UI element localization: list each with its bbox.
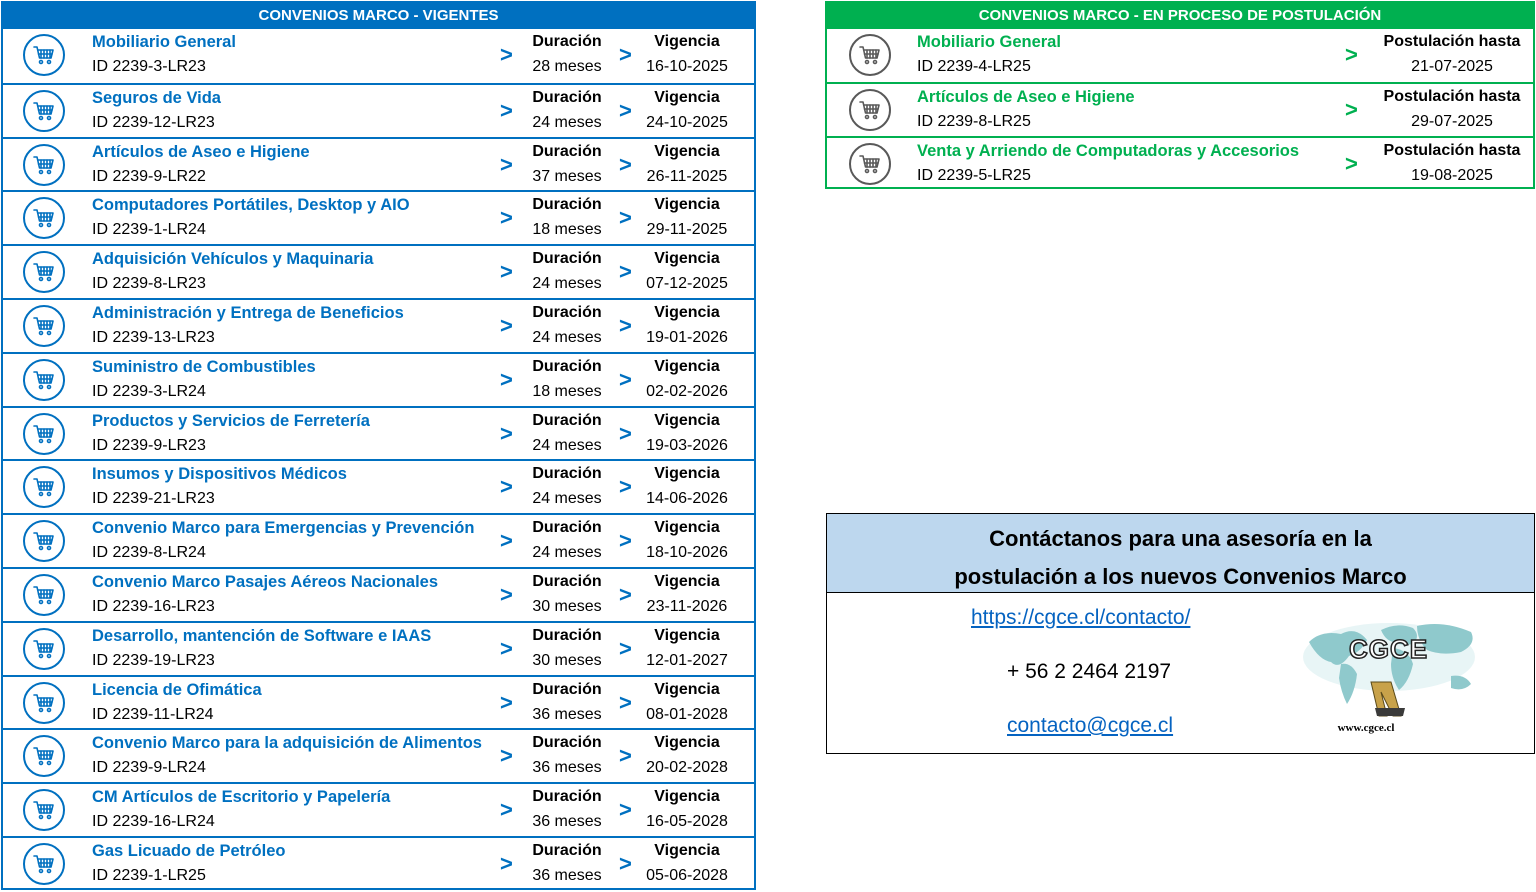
vigencia-label: Vigencia (654, 88, 720, 106)
shopping-cart-icon (23, 574, 65, 616)
convenio-id: ID 2239-16-LR23 (92, 597, 215, 615)
proceso-row (827, 29, 1533, 82)
chevron-right-icon: > (500, 581, 513, 607)
vigente-row (3, 459, 754, 513)
chevron-right-icon: > (619, 528, 632, 554)
duration-value: 30 meses (532, 651, 602, 669)
duration-label: Duración (532, 196, 602, 214)
vigencia-value: 07-12-2025 (646, 275, 728, 293)
duration-label: Duración (532, 680, 602, 698)
chevron-right-icon: > (619, 312, 632, 338)
duration-value: 30 meses (532, 597, 602, 615)
vigencia-value: 26-11-2025 (646, 167, 728, 185)
convenio-name: Convenio Marco para la adquisición de Alimentos (92, 734, 482, 753)
chevron-right-icon: > (500, 743, 513, 769)
vigencia-value: 05-06-2028 (646, 866, 728, 884)
chevron-right-icon: > (500, 205, 513, 231)
shopping-cart-icon (23, 34, 65, 76)
convenio-name: Suministro de Combustibles (92, 357, 316, 376)
convenio-name: Convenio Marco para Emergencias y Prevención (92, 519, 475, 538)
vigencia-label: Vigencia (654, 572, 720, 590)
chevron-right-icon: > (619, 366, 632, 392)
chevron-right-icon: > (619, 151, 632, 177)
convenio-id: ID 2239-13-LR23 (92, 328, 215, 346)
vigencia-label: Vigencia (654, 357, 720, 375)
shopping-cart-icon (23, 144, 65, 186)
chevron-right-icon: > (500, 151, 513, 177)
convenio-name: Licencia de Ofimática (92, 680, 262, 699)
convenio-name: Seguros de Vida (92, 88, 221, 107)
shopping-cart-icon (849, 34, 891, 76)
chevron-right-icon: > (619, 420, 632, 446)
convenio-name: Convenio Marco Pasajes Aéreos Nacionales (92, 572, 439, 591)
vigencia-label: Vigencia (654, 841, 720, 859)
convenio-id: ID 2239-3-LR23 (92, 58, 206, 75)
vigente-row (3, 836, 754, 890)
cgce-logo (1301, 612, 1481, 740)
convenios-proceso-table (825, 1, 1535, 189)
duration-label: Duración (532, 142, 602, 160)
chevron-right-icon: > (619, 205, 632, 231)
convenio-id: ID 2239-21-LR23 (92, 490, 215, 508)
duration-value: 28 meses (532, 58, 602, 75)
vigencia-label: Vigencia (654, 142, 720, 160)
chevron-right-icon: > (619, 42, 632, 67)
vigentes-title: CONVENIOS MARCO - VIGENTES (3, 3, 754, 29)
duration-value: 37 meses (532, 167, 602, 185)
chevron-right-icon: > (500, 259, 513, 285)
chevron-right-icon: > (500, 474, 513, 500)
duration-value: 18 meses (532, 221, 602, 239)
proceso-rows (827, 29, 1533, 189)
vigencia-value: 18-10-2026 (646, 544, 728, 562)
vigencia-label: Vigencia (654, 33, 720, 50)
vigencia-label: Vigencia (654, 303, 720, 321)
shopping-cart-icon (23, 359, 65, 401)
contact-heading-line1: Contáctanos para una asesoría en la (989, 526, 1372, 551)
convenio-id: ID 2239-16-LR24 (92, 813, 215, 831)
chevron-right-icon: > (619, 259, 632, 285)
vigencia-label: Vigencia (654, 519, 720, 537)
proceso-row (827, 82, 1533, 135)
duration-label: Duración (532, 788, 602, 806)
chevron-right-icon: > (619, 850, 632, 876)
chevron-right-icon: > (500, 42, 513, 67)
contact-url-link[interactable]: https://cgce.cl/contacto/ (971, 606, 1191, 629)
vigencia-label: Vigencia (654, 196, 720, 214)
duration-label: Duración (532, 250, 602, 268)
chevron-right-icon: > (500, 97, 513, 123)
duration-value: 24 meses (532, 490, 602, 508)
vigente-row (3, 190, 754, 244)
chevron-right-icon: > (1345, 97, 1358, 123)
convenio-name: Computadores Portátiles, Desktop y AIO (92, 196, 410, 215)
chevron-right-icon: > (500, 850, 513, 876)
duration-label: Duración (532, 841, 602, 859)
convenio-id: ID 2239-12-LR23 (92, 113, 215, 131)
vigencia-value: 19-01-2026 (646, 328, 728, 346)
convenio-id: ID 2239-11-LR24 (92, 705, 214, 723)
convenio-name: CM Artículos de Escritorio y Papelería (92, 788, 391, 807)
convenio-id: ID 2239-19-LR23 (92, 651, 215, 669)
vigencia-value: 24-10-2025 (646, 113, 728, 131)
vigencia-label: Vigencia (654, 411, 720, 429)
convenio-id: ID 2239-5-LR25 (917, 166, 1031, 184)
shopping-cart-icon (23, 413, 65, 455)
shopping-cart-icon (23, 520, 65, 562)
proceso-row (827, 136, 1533, 189)
vigencia-value: 12-01-2027 (646, 651, 728, 669)
postulacion-label: Postulación hasta (1383, 88, 1521, 106)
duration-label: Duración (532, 519, 602, 537)
vigente-row (3, 782, 754, 836)
shopping-cart-icon (23, 466, 65, 508)
convenio-name: Desarrollo, mantención de Software e IAAS (92, 626, 432, 645)
chevron-right-icon: > (619, 689, 632, 715)
vigente-row (3, 298, 754, 352)
chevron-right-icon: > (1345, 150, 1358, 176)
convenio-id: ID 2239-8-LR24 (92, 544, 206, 562)
chevron-right-icon: > (619, 797, 632, 823)
contact-box (826, 513, 1535, 754)
chevron-right-icon: > (619, 743, 632, 769)
vigencia-value: 14-06-2026 (646, 490, 728, 508)
convenio-name: Gas Licuado de Petróleo (92, 841, 286, 860)
vigencia-value: 19-03-2026 (646, 436, 728, 454)
chevron-right-icon: > (500, 797, 513, 823)
convenio-id: ID 2239-1-LR24 (92, 221, 206, 239)
chevron-right-icon: > (619, 474, 632, 500)
duration-label: Duración (532, 465, 602, 483)
chevron-right-icon: > (619, 97, 632, 123)
convenio-id: ID 2239-9-LR22 (92, 167, 206, 185)
duration-value: 36 meses (532, 866, 602, 884)
duration-value: 24 meses (532, 275, 602, 293)
convenio-name: Artículos de Aseo e Higiene (92, 142, 310, 161)
vigencia-value: 16-05-2028 (646, 813, 728, 831)
shopping-cart-icon (23, 735, 65, 777)
convenio-name: Mobiliario General (917, 33, 1061, 51)
duration-label: Duración (532, 357, 602, 375)
duration-label: Duración (532, 626, 602, 644)
postulacion-date: 21-07-2025 (1411, 58, 1493, 75)
shopping-cart-icon (23, 197, 65, 239)
duration-label: Duración (532, 33, 602, 50)
convenio-name: Mobiliario General (92, 33, 236, 51)
vigente-row (3, 29, 754, 83)
chevron-right-icon: > (500, 635, 513, 661)
vigencia-label: Vigencia (654, 465, 720, 483)
vigente-row (3, 621, 754, 675)
convenio-name: Artículos de Aseo e Higiene (917, 88, 1135, 107)
vigente-row (3, 83, 754, 137)
vigente-row (3, 352, 754, 406)
shopping-cart-icon (23, 628, 65, 670)
vigencia-value: 29-11-2025 (646, 221, 728, 239)
postulacion-date: 29-07-2025 (1411, 113, 1493, 131)
chevron-right-icon: > (500, 420, 513, 446)
duration-value: 24 meses (532, 436, 602, 454)
chevron-right-icon: > (619, 581, 632, 607)
chevron-right-icon: > (500, 528, 513, 554)
convenio-id: ID 2239-9-LR24 (92, 759, 206, 777)
chevron-right-icon: > (500, 312, 513, 338)
vigencia-value: 23-11-2026 (646, 597, 728, 615)
chevron-right-icon: > (1345, 42, 1358, 67)
convenio-id: ID 2239-9-LR23 (92, 436, 206, 454)
logo-text: CGCE (1349, 634, 1429, 664)
duration-value: 36 meses (532, 813, 602, 831)
vigente-row (3, 675, 754, 729)
vigencia-label: Vigencia (654, 250, 720, 268)
vigencia-value: 16-10-2025 (646, 58, 728, 75)
convenio-id: ID 2239-3-LR24 (92, 382, 206, 400)
vigente-row (3, 406, 754, 460)
convenio-name: Administración y Entrega de Beneficios (92, 303, 404, 322)
convenio-name: Productos y Servicios de Ferretería (92, 411, 370, 430)
proceso-title: CONVENIOS MARCO - EN PROCESO DE POSTULACIÓN (827, 3, 1533, 29)
shopping-cart-icon (23, 90, 65, 132)
vigente-row (3, 244, 754, 298)
convenio-id: ID 2239-8-LR23 (92, 275, 206, 293)
duration-label: Duración (532, 303, 602, 321)
chevron-right-icon: > (500, 366, 513, 392)
shopping-cart-icon (849, 89, 891, 131)
vigencia-label: Vigencia (654, 626, 720, 644)
convenios-vigentes-table (1, 1, 756, 890)
convenio-id: ID 2239-4-LR25 (917, 58, 1031, 75)
chevron-right-icon: > (619, 635, 632, 661)
shopping-cart-icon (23, 305, 65, 347)
convenio-name: Insumos y Dispositivos Médicos (92, 465, 347, 484)
duration-label: Duración (532, 572, 602, 590)
vigencia-value: 20-02-2028 (646, 759, 728, 777)
vigente-row (3, 567, 754, 621)
vigencia-label: Vigencia (654, 788, 720, 806)
vigencia-label: Vigencia (654, 680, 720, 698)
convenio-id: ID 2239-1-LR25 (92, 866, 206, 884)
vigente-row (3, 137, 754, 191)
vigencia-value: 08-01-2028 (646, 705, 728, 723)
duration-label: Duración (532, 411, 602, 429)
duration-value: 36 meses (532, 705, 602, 723)
vigentes-rows (3, 29, 754, 890)
vigencia-value: 02-02-2026 (646, 382, 728, 400)
world-map-icon (1301, 612, 1481, 722)
contact-phone: + 56 2 2464 2197 (1007, 660, 1172, 683)
shopping-cart-icon (23, 843, 65, 885)
postulacion-label: Postulación hasta (1383, 33, 1521, 50)
duration-value: 18 meses (532, 382, 602, 400)
duration-value: 24 meses (532, 328, 602, 346)
shopping-cart-icon (849, 143, 891, 185)
logo-url: www.cgce.cl (1337, 722, 1395, 734)
vigencia-label: Vigencia (654, 734, 720, 752)
convenio-id: ID 2239-8-LR25 (917, 113, 1031, 131)
vigente-row (3, 513, 754, 567)
duration-label: Duración (532, 88, 602, 106)
duration-value: 24 meses (532, 113, 602, 131)
contact-heading (827, 514, 1534, 593)
convenio-name: Adquisición Vehículos y Maquinaria (92, 250, 374, 269)
postulacion-date: 19-08-2025 (1411, 166, 1493, 184)
convenio-name: Venta y Arriendo de Computadoras y Accesorios (917, 141, 1300, 160)
chevron-right-icon: > (500, 689, 513, 715)
contact-heading-line2: postulación a los nuevos Convenios Marco (954, 564, 1407, 589)
postulacion-label: Postulación hasta (1383, 141, 1521, 159)
contact-email-link[interactable]: contacto@cgce.cl (1007, 714, 1174, 737)
shopping-cart-icon (23, 251, 65, 293)
vigente-row (3, 728, 754, 782)
duration-value: 24 meses (532, 544, 602, 562)
shopping-cart-icon (23, 789, 65, 831)
shopping-cart-icon (23, 682, 65, 724)
duration-label: Duración (532, 734, 602, 752)
duration-value: 36 meses (532, 759, 602, 777)
